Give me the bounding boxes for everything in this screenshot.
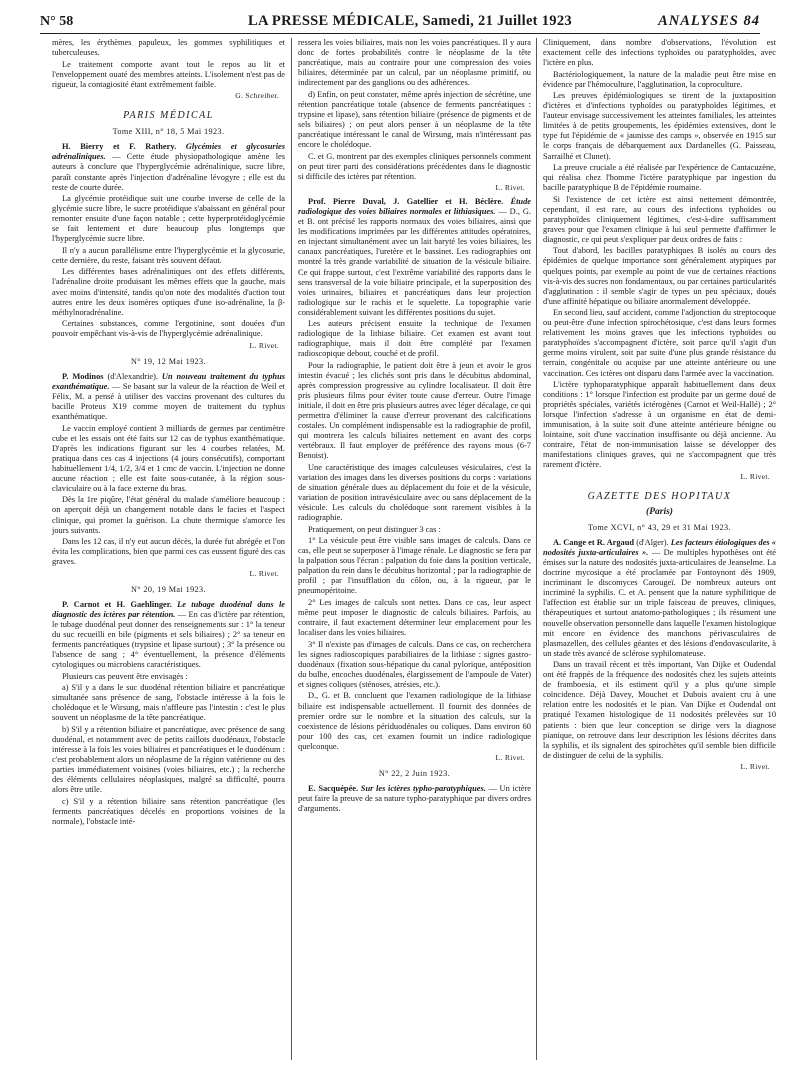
author-signature: G. Schreiber. (235, 91, 279, 101)
paragraph: La glycémie protéidique suit une courbe inverse de celle de la glycémie sucre libre, le sucre protéidique s'abaissant en général pour remonter ensuite d'une façon notable ; cette hyperprotéidoglycémie se fait lentement et dure beaucoup plus longtemps que l'hyperglycémie sucre libre. (52, 194, 285, 244)
article-text: — Un ictère peut faire la preuve de sa nature typho-paratyphique par divers ordres d'arguments. (298, 784, 532, 814)
article-authors: Prof. Pierre Duval, J. Gatellier et H. Béclère. (308, 197, 504, 207)
journal-name: GAZETTE DES HOPITAUX (587, 491, 732, 503)
paragraph: L'ictère typhoparatyphique apparaît habituellement dans deux conditions : 1° lorsque l'infection est produite par un germe doué de propriétés spéciales, variétés ictérogènes (Carnot et Weil-Hallé) ; 2° lorsque l'infection s'adresse à un organisme en état de demi-immunisation, à la suite soit d'une atteinte antérieure bénigne ou lointaine, soit d'une vaccination insuffisante ou déjà ancienne. Au contraire, l'état de non-immunisation laisse se développer des manifestations cliniques graves, qui ne s'accompagnent que très rarement d'ictère. (543, 380, 776, 470)
author-signature: L. Rivet. (740, 762, 770, 772)
author-affiliation: (d'Alexandrie). (107, 371, 159, 381)
column-1 (52, 38, 285, 828)
article-text: — D., G. et B. ont précisé les rapports normaux des voies biliaires, ainsi que les modifications imprimées par les différentes attitudes opératoires, en injectant simultanément avec un lait baryté les voies biliaires, les canaux pancréatiques, l'uretère et le bassinet. Les radiographies ont montré la très grande variabilité de situation de la vésicule biliaire. Ce qui frappe surtout, c'est l'extrême variabilité des rapports dans le sens transversal de la voie biliaire principale, et la superposition des voies urinaires, biliaires et pancréatiques dans leur projection radiologique sur le rachis et le squelette. La topographie varie considérablement suivant les différentes positions du sujet. (298, 207, 531, 317)
paragraph: d) Enfin, on peut constater, même après injection de sécrétine, une rétention pancréatique totale (absence de ferments pancréatiques : trypsine et lipase), sans rétention biliaire (présence de pigments et de sels biliaires) ; on peut alors penser à un néoplasme de la tête pancréatique intéressant le canal de Wirsung, mais n'intéressant pas encore le cholédoque. (298, 89, 531, 149)
journal-city: (Paris) (646, 507, 673, 518)
article-authors: E. Sacquépée. (308, 784, 359, 794)
paragraph: ressera les voies biliaires, mais non les voies pancréatiques. Il y aura donc de fortes probabilités contre le néoplasme de la tête pancréatique, mais au contraire pour une compression des voies biliaires, déterminée par un calcul, par un néoplasme primitif, ou indirectement par des ganglions ou des adhérences. (298, 38, 531, 88)
paragraph: 3° Il n'existe pas d'images de calculs. Dans ce cas, on recherchera les signes radioscopiques parabiliaires de la lithiase : signes gastro-duodénaux (fixation sous-hépatique du canal pylorique, antéposition du bulbe, encoches duodénales, élargissement de l'ampoule de Vater) et signes coliques (sténoses, atrésies, etc.). (298, 639, 531, 689)
paragraph: Les preuves épidémiologiques se tirent de la juxtaposition d'ictères et d'infections typhoïdes ou paratyphoïdes légitimes, et l'auteur envisage successivement les atteintes familiales, les atteintes limitées à de petits groupements, les épidémies extensives, dont le type fut l'épidémie de « jaunisse des camps », observée en 1915 sur le corps français de débarquement aux Dardanelles (G. Paisseau, Sarrailhé et Clunet). (543, 91, 776, 161)
paragraph: La preuve cruciale a été réalisée par l'expérience de Cantacuzène, qui réalisa chez l'homme l'ictère paratyphique par ingestion du bacille paratyphique B de l'épidémie roumaine. (543, 163, 776, 193)
paragraph: Cliniquement, dans nombre d'observations, l'évolution est exactement celle des infections typhoïdes ou paratyphoïdes, avec l'ictère en plus. (543, 38, 776, 68)
article-authors: P. Carnot et H. Gaehlinger. (62, 599, 172, 609)
article-authors: A. Cange et R. Argaud (553, 538, 635, 548)
paragraph: Le traitement comporte avant tout le repos au lit et l'enveloppement ouaté des membres atteints. L'isolement n'est pas de rigueur, la contagiosité étant extrêmement faible. (52, 59, 285, 89)
column-divider-1 (291, 38, 292, 1060)
paragraph: C. et G. montrent par des exemples cliniques personnels comment on peut tirer parti des considérations précédentes dans le diagnostic si difficile des ictères par rétention. (298, 151, 531, 181)
article-title: Glycémies et glycosuries adrénaliniques. (52, 142, 285, 162)
paragraph: a) S'il y a dans le suc duodénal rétention biliaire et pancréatique simultanée sans présence de sang, l'obstacle intéresse à la fois le cholédoque et le Wirsung, mais n'affleure pas l'intestin : c'est le plus souvent un néoplasme de la tête pancréatique. (52, 683, 285, 723)
paragraph: Dans un travail récent et très important, Van Dijke et Oudendal ont été frappés de la fréquence des nodosités chez les sujets atteints de framboesia, et ils estiment qu'il y a plus qu'une simple coïncidence. Déjà Davey, Mouchet et Dubois avaient cru à une relation entre les nodosités et le pian. Van Dijke et Oudendal ont pratiqué l'examen histologique de 11 nodosités prélevées sur 10 patients : bien que leur conception se dirige vers la diagnose pianique, on retrouve dans leur description les lésions décrites dans la syphilis, et ils signalent des spirochètes qu'il semble bien difficile de distinguer de celui de la syphilis. (543, 660, 776, 760)
paragraph: 1° La vésicule peut être visible sans images de calculs. Dans ce cas, elle peut se superposer à l'image rénale. Le diagnostic se fera par la palpation sous l'écran : palpation du foie dans la position verticale, palpation du rein dans le décubitus horizontal ; par la radiographie de profil ; par l'insufflation du côlon, ou, à la rigueur, par le pneumopéritoine. (298, 536, 531, 596)
issue-line: N° 19, 12 Mai 1923. (130, 356, 206, 366)
paragraph: En second lieu, sauf accident, comme l'adjonction du streptocoque ou peut-être d'une infection spirochétosique, c'est dans leurs formes relativement les moins graves que les infections typhoïdes ou paratyphoïdes s'accompagnent d'ictère, soit parce qu'il s'agit d'un germe moins virulent, soit par suite d'une plus grande résistance du terrain, congénitale ou acquise par une atteinte antérieure ou une vaccination. Ces ictères ont disparu dans l'armée avec la vaccination. (543, 308, 776, 378)
article-paragraph (543, 538, 776, 659)
paragraph: Plusieurs cas peuvent être envisagés : (62, 671, 188, 681)
article-title: Les facteurs étiologiques des « nodosités juxta-articulaires ». (543, 538, 776, 558)
article-authors: P. Modinos (62, 371, 104, 381)
page-header (40, 10, 760, 34)
issue-line: Tome XCVI, n° 43, 29 et 31 Mai 1923. (588, 523, 731, 533)
paragraph: Les auteurs précisent ensuite la technique de l'examen radiologique de la lithiase biliaire. Cet examen est avant tout radiographique, mais il doit être complété par l'examen radioscopique debout, couché et de profil. (298, 319, 531, 359)
paragraph: mères, les érythèmes papuleux, les gommes syphilitiques et tuberculeuses. (52, 38, 285, 58)
column-3 (543, 38, 776, 776)
article-title: Un nouveau traitement du typhus exanthématique. (52, 371, 286, 391)
section-title: ANALYSES 84 (658, 13, 760, 29)
paragraph: b) S'il y a rétention biliaire et pancréatique, avec présence de sang duodénal, et notamment avec de petits caillots duodénaux, l'obstacle intéresse à la fois les voies biliaires et pancréatiques et le duodénum : c'est probablement alors un néoplasme de la région vatérienne ou des parties immédiatement voisines (voies biliaires, etc.) ; la recherche des éléments cellulaires néoplasiques, malgré sa difficulté, pourra alors être utile. (52, 724, 285, 795)
article-text: — De multiples hypothèses ont été émises sur la nature des nodosités juxta-articulaires de Jeanselme. La doctrine mycosique a été proclamée par Fontoynont dès 1909, incriminant le discomyces Carougeï. De nombreux auteurs ont incriminé la syphilis. C. et A. pensent que la nature syphilitique de l'affection est établie sur un triple faisceau de preuves, cliniques, thérapeutiques et surtout anatomo-pathologiques ; ils résument une nouvelle observation personnelle dans laquelle l'examen histologique mit encore en évidence des manchons périvasculaires de plasmazellen, des cellules géantes et des lésions d'endovascularite, à un stade très avancé de sclérose syphilomateuse. (543, 548, 777, 658)
article-title: Sur les ictères typho-paratyphiques. (360, 784, 486, 794)
article-paragraph (298, 197, 531, 318)
paragraph: Pratiquement, on peut distinguer 3 cas : (308, 524, 441, 534)
article-text: — Se basant sur la valeur de la réaction de Weil et Félix, M. a pensé à utiliser des vaccins provenant des cultures du bacille Proteus X19 comme moyen de traitement du typhus exanthématique. (52, 381, 286, 422)
article-text: — Cette étude physiopathologique amène les auteurs à conclure que l'hyperglycémie adrénalinique, sucre libre, paraît constante après l'injection d'adrénaline lévogyre ; elle est du reste de courte durée. (52, 152, 286, 192)
header-rule (40, 33, 760, 34)
paragraph: D., G. et B. concluent que l'examen radiologique de la lithiase biliaire est indispensable actuellement. Il fournit des données de premier ordre sur le nombre et la situation des calculs, sur la coexistence de lésions périduodénales ou coliques. Dans environ 60 pour 100 des cas, cet examen fournit un indice radiologique quelconque. (298, 691, 531, 751)
author-signature: L. Rivet. (740, 471, 770, 481)
author-affiliation: (d'Alger). (636, 538, 669, 548)
article-paragraph (298, 784, 531, 814)
paragraph: 2° Les images de calculs sont nettes. Dans ce cas, leur aspect même peut imposer le diagnostic de calculs biliaires. Parfois, au contraire, il faut exactement déterminer leur emplacement pour les localiser dans les voies biliaires. (298, 598, 531, 638)
page-number: N° 58 (40, 14, 74, 29)
paragraph: Une caractéristique des images calculeuses vésiculaires, c'est la variation des images dans les diverses positions du corps : variations de situation générale dues au déplacement du foie et de la vésicule, variation de position intravésiculaire avec ou sans déplacement de la vésicule. Les calculs du cholédoque sont rarement visibles à la radiographie. (298, 462, 531, 523)
journal-name: PARIS MÉDICAL (123, 110, 214, 122)
article-paragraph (52, 372, 285, 422)
column-2 (298, 38, 531, 816)
author-signature: L. Rivet. (249, 340, 279, 350)
paragraph: Dans les 12 cas, il n'y eut aucun décès, la durée fut abrégée et l'on évita les complications, bien que parmi ces cas eussent figuré des cas graves. (52, 537, 285, 567)
article-title: Étude radiologique des voies biliaires normales et lithiasiques. (298, 197, 531, 217)
paragraph: Pour la radiographie, le patient doit être à jeun et avoir le gros intestin évacué ; les clichés sont pris dans le décubitus abdominal, après compression progressive au cylindre localisateur. Il doit être pris plusieurs films pour éviter toute cause d'erreur. Outre l'image initiale, il doit en être pris plusieurs autres avec léger décalage, ce qui permettra d'éliminer la cause d'erreur provenant des calcifications costales. Un complément indispensable est la radiographie de profil, qui montrera les calculs biliaires nettement en avant des corps vertébraux. Il faut employer de préférence des rayons mous (6-7 Benoist). (298, 360, 532, 461)
paragraph: Si l'existence de cet ictère est ainsi nettement démontrée, cependant, il est rare, au cours des infections typhoïdes ou paratyphoïdes cliniquement légitimes, c'est-à-dire suffisamment graves pour que l'examen clinique à lui seul permette d'affirmer le diagnostic, ce qui peut s'expliquer par deux ordres de faits : (543, 194, 776, 244)
article-paragraph (52, 600, 285, 670)
paragraph: Certaines substances, comme l'ergotinine, sont douées d'un pouvoir empêchant vis-à-vis de l'hyperglycémie adrénalinique. (52, 319, 285, 339)
issue-line: N° 22, 2 Juin 1923. (378, 769, 451, 779)
author-signature: L. Rivet. (495, 753, 525, 763)
paragraph: Tout d'abord, les bacilles paratyphiques B isolés au cours des épidémies de quelque importance sont généralement atypiques par quelques points, par exemple au point de vue de certaines réactions vis-à-vis des sucres non fondamentaux, ou par certaines particularités d'agglutination : il semble s'agir de types un peu spéciaux, doués d'une affinité hépatique ou biliaire anormalement développée. (543, 246, 776, 306)
author-signature: L. Rivet. (495, 183, 525, 193)
article-authors: H. Bierry et F. Rathery. (62, 142, 177, 152)
paragraph: Le vaccin employé contient 3 milliards de germes par centimètre cube et les essais ont été faits sur 12 cas de typhus exanthématique. D'après les indications figurant sur les 4 courbes relatées, M. pratiqua dans ces cas 4 injections (4 jours consécutifs), comportant habituellement 1/4, 1/2, 3/4 et 1 cmc de vaccin. L'injection ne donne aucune réaction ; elle est faite sous-cutanée, à la région sous-claviculaire ou à la face externe du bras. (52, 423, 285, 493)
paragraph: Il n'y a aucun parallélisme entre l'hyperglycémie et la glycosurie, cette dernière, du reste, faisant très souvent défaut. (52, 245, 285, 265)
article-paragraph (52, 142, 285, 192)
article-text: — En cas d'ictère par rétention, le tubage duodénal peut donner des renseignements sur : 1° la teneur du suc recueilli en bile (pigments et sels biliaires) ; 2° sa teneur en ferments pancréatiques (trypsine et lipase surtout) ; 3° la présence ou l'absence de sang ; 4° éventuellement, la présence d'éléments cytologiques ou microbiens caractéristiques. (52, 609, 286, 670)
issue-line: Tome XIII, n° 18, 5 Mai 1923. (112, 127, 225, 137)
column-divider-2 (536, 38, 537, 1060)
paragraph: Les différentes bases adrénaliniques ont des effets différents, l'adrénaline droite produisant les mêmes effets que la gauche, mais avec moins d'intensité, tandis qu'on note des modalités d'action tout autres entre les deux isomères optiques d'une iso-adrénaline, la β-méthylnoradrénaline. (52, 267, 285, 317)
issue-line: N° 20, 19 Mai 1923. (130, 584, 206, 594)
journal-title: LA PRESSE MÉDICALE, Samedi, 21 Juillet 1923 (248, 13, 572, 29)
author-signature: L. Rivet. (249, 568, 279, 578)
paragraph: Dès la 1re piqûre, l'état général du malade s'améliore beaucoup : on aperçoit déjà un changement notable dans le facies et l'aspect clinique, qui promet la guérison. La chute thermique s'amorce les jours suivants. (52, 495, 285, 535)
paragraph: Bactériologiquement, la nature de la maladie peut être mise en évidence par l'hémoculture, l'agglutination, la coproculture. (543, 69, 776, 89)
paragraph: c) S'il y a rétention biliaire sans rétention pancréatique (les ferments pancréatiques décelés en proportions voisines de la normale), l'obstacle inté- (52, 796, 285, 826)
article-title: Le tubage duodénal dans le diagnostic des ictères par rétention. (52, 599, 286, 619)
